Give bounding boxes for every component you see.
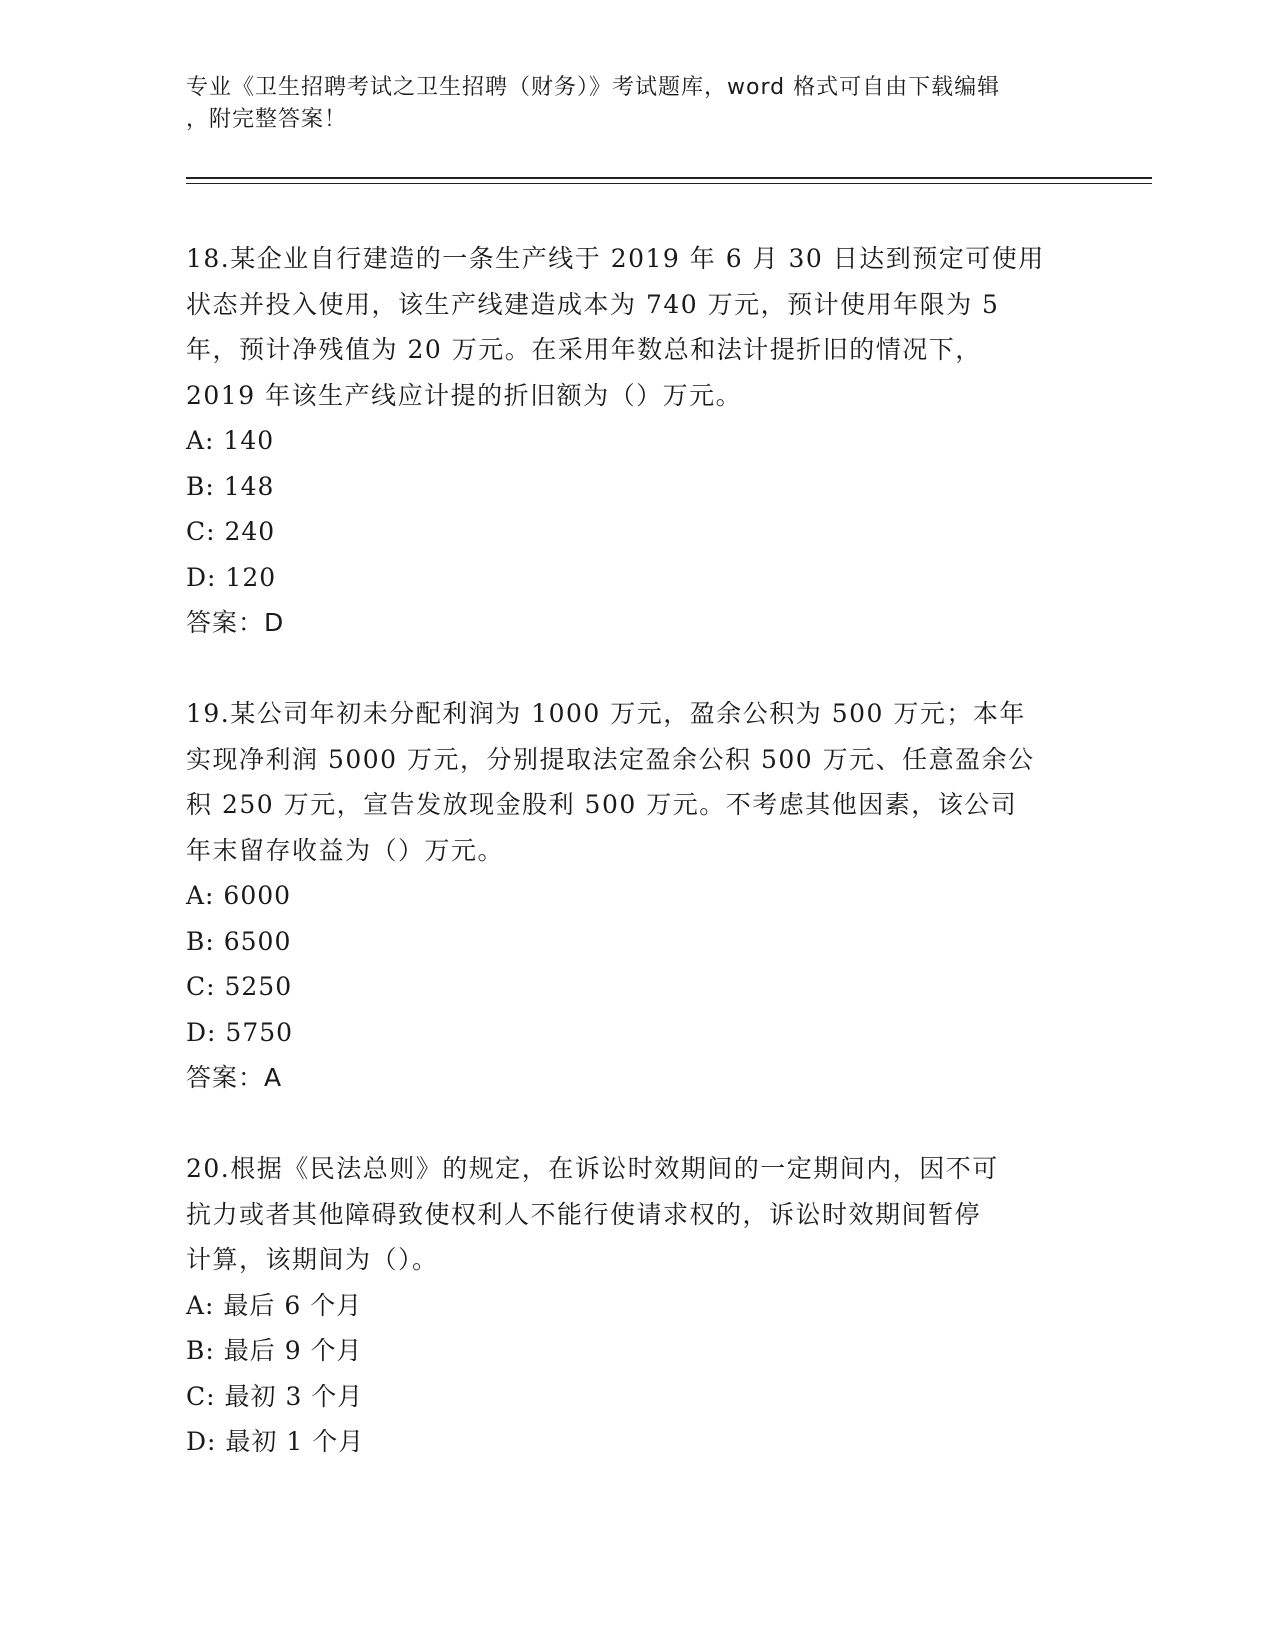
question-stem-line: 年，预计净残值为 20 万元。在采用年数总和法计提折旧的情况下， <box>186 335 982 364</box>
option-b: B: 148 <box>186 471 275 501</box>
question-19 <box>186 691 1076 1101</box>
header-line-1: 专业《卫生招聘考试之卫生招聘（财务）》考试题库，word 格式可自由下载编辑 <box>186 75 1001 100</box>
option-d: D: 120 <box>186 562 277 592</box>
document-header <box>186 72 1066 136</box>
question-stem-line: 18.某企业自行建造的一条生产线于 2019 年 6 月 30 日达到预定可使用 <box>186 244 1045 273</box>
question-stem-line: 20.根据《民法总则》的规定，在诉讼时效期间的一定期间内，因不可 <box>186 1154 999 1183</box>
question-stem-line: 积 250 万元，宣告发放现金股利 500 万元。不考虑其他因素，该公司 <box>186 790 1018 819</box>
header-line-2: ，附完整答案！ <box>186 107 348 132</box>
option-b: B: 最后 9 个月 <box>186 1336 363 1365</box>
header-divider-thick <box>186 177 1152 179</box>
option-a: A: 140 <box>186 426 275 455</box>
question-20 <box>186 1146 1076 1465</box>
option-c: C: 240 <box>186 517 276 546</box>
header-divider-thin <box>186 183 1152 184</box>
question-stem-line: 实现净利润 5000 万元，分别提取法定盈余公积 500 万元、任意盈余公 <box>186 744 1035 774</box>
question-stem-line: 19.某公司年初未分配利润为 1000 万元，盈余公积为 500 万元；本年 <box>186 699 1026 728</box>
option-d: D: 最初 1 个月 <box>186 1427 365 1456</box>
question-stem-line: 状态并投入使用，该生产线建造成本为 740 万元，预计使用年限为 5 <box>186 289 1000 319</box>
option-b: B: 6500 <box>186 926 292 956</box>
question-stem-line: 2019 年该生产线应计提的折旧额为（）万元。 <box>186 380 743 410</box>
option-c: C: 最初 3 个月 <box>186 1381 364 1411</box>
option-d: D: 5750 <box>186 1017 294 1047</box>
answer: 答案：D <box>186 608 285 637</box>
question-stem-line: 计算，该期间为（）。 <box>186 1245 439 1274</box>
answer: 答案：A <box>186 1063 283 1092</box>
option-a: A: 6000 <box>186 881 292 910</box>
option-a: A: 最后 6 个月 <box>186 1290 363 1320</box>
question-18 <box>186 236 1076 646</box>
option-c: C: 5250 <box>186 972 293 1001</box>
question-stem-line: 抗力或者其他障碍致使权利人不能行使请求权的，诉讼时效期间暂停 <box>186 1199 982 1229</box>
question-stem-line: 年末留存收益为（）万元。 <box>186 835 505 865</box>
